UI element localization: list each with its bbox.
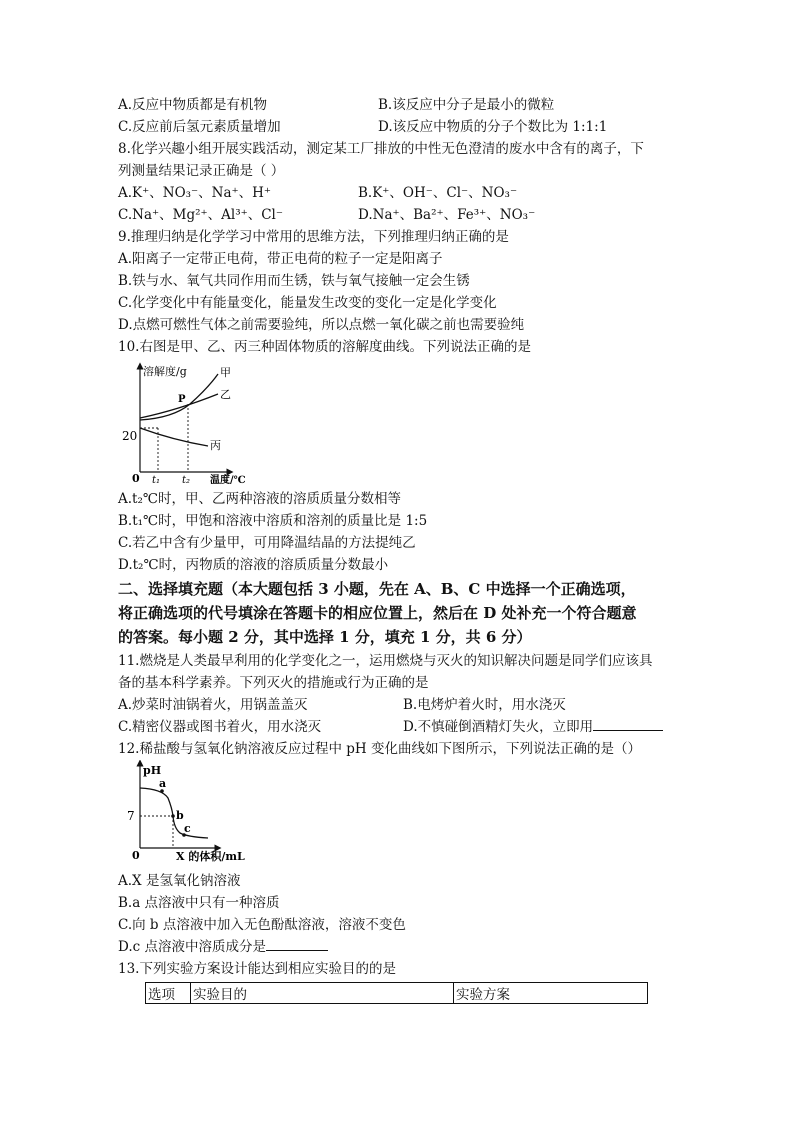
q8-stem-line2: 列测量结果记录正确是（ ）: [118, 163, 285, 179]
q10-stem: 10.右图是甲、乙、丙三种固体物质的溶解度曲线。下列说法正确的是: [118, 339, 531, 355]
section2-heading-line1: 二、选择填充题（本大题包括 3 小题，先在 A、B、C 中选择一个正确选项，: [118, 580, 636, 598]
solubility-curve-graph: [118, 360, 268, 485]
q7-option-c: C.反应前后氢元素质量增加: [118, 119, 281, 135]
q8-option-a: A.K⁺、NO₃⁻、Na⁺、H⁺: [118, 185, 272, 201]
q13-table: [145, 982, 648, 1004]
q11-option-d-text: D.不慎碰倒酒精灯失火，立即用: [403, 719, 594, 735]
q9-option-a: A.阳离子一定带正电荷，带正电荷的粒子一定是阳离子: [118, 251, 443, 267]
q13-stem: 13.下列实验方案设计能达到相应实验目的的是: [118, 961, 396, 977]
label-ph7: 7: [127, 809, 135, 823]
q12-stem: 12.稀盐酸与氢氧化钠溶液反应过程中 pH 变化曲线如下图所示，下列说法正确的是（）: [118, 741, 641, 757]
ph-origin: 0: [132, 849, 140, 862]
point-b: [171, 814, 175, 818]
q12-option-d: [118, 937, 328, 957]
q10-option-a: A.t₂℃时，甲、乙两种溶液的溶质质量分数相等: [118, 491, 401, 507]
q11-stem-line1: 11.燃烧是人类最早利用的化学变化之一，运用燃烧与灭火的知识解决问题是同学们应该具: [118, 653, 653, 669]
x-axis-label: 温度/℃: [210, 475, 246, 485]
table-header-row: [146, 983, 648, 1004]
q8-option-c: C.Na⁺、Mg²⁺、Al³⁺、Cl⁻: [118, 207, 284, 223]
label-jia: 甲: [220, 366, 231, 379]
header-plan: 实验方案: [454, 983, 648, 1004]
ph-y-label: pH: [143, 764, 162, 777]
q10-option-c: C.若乙中含有少量甲，可用降温结晶的方法提纯乙: [118, 535, 416, 551]
label-yi: 乙: [220, 388, 231, 401]
label-p: P: [178, 394, 186, 405]
label-a: a: [159, 777, 167, 790]
q8-option-b: B.K⁺、OH⁻、Cl⁻、NO₃⁻: [358, 185, 518, 201]
q12-option-c: C.向 b 点溶液中加入无色酚酞溶液，溶液不变色: [118, 917, 406, 933]
label-c: c: [184, 822, 191, 835]
ph-x-label: X 的体积/mL: [176, 850, 245, 863]
q9-stem: 9.推理归纳是化学学习中常用的思维方法，下列推理归纳正确的是: [118, 229, 509, 245]
q11-option-c: C.精密仪器或图书着火，用水浇灭: [118, 719, 322, 735]
q11-answer-blank[interactable]: [593, 730, 663, 731]
q8-option-d: D.Na⁺、Ba²⁺、Fe³⁺、NO₃⁻: [358, 207, 536, 223]
header-option: 选项: [146, 983, 191, 1004]
q11-option-d: [403, 717, 663, 737]
label-t1: t₁: [152, 475, 161, 485]
header-purpose: 实验目的: [191, 983, 454, 1004]
q9-option-d: D.点燃可燃性气体之前需要验纯，所以点燃一氧化碳之前也需要验纯: [118, 317, 525, 333]
label-t2: t₂: [182, 475, 191, 485]
y-axis-label: 溶解度/g: [143, 365, 187, 378]
section2-heading-line2: 将正确选项的代号填涂在答题卡的相应位置上，然后在 D 处补充一个符合题意: [118, 604, 637, 622]
label-y20: 20: [122, 429, 138, 443]
q12-answer-blank[interactable]: [266, 950, 328, 951]
ph-curve: [140, 788, 208, 838]
label-origin: 0: [132, 472, 140, 485]
q7-option-d: D.该反应中物质的分子个数比为 1:1:1: [378, 119, 608, 135]
q8-stem-line1: 8.化学兴趣小组开展实践活动，测定某工厂排放的中性无色澄清的废水中含有的离子，下: [118, 141, 644, 157]
section2-heading-line3: 的答案。每小题 2 分，其中选择 1 分，填充 1 分，共 6 分）: [118, 628, 532, 646]
curve-bing: [140, 428, 208, 446]
q9-option-c: C.化学变化中有能量变化，能量发生改变的变化一定是化学变化: [118, 295, 497, 311]
label-b: b: [176, 809, 184, 822]
label-bing: 丙: [210, 439, 221, 452]
ph-curve-graph: [118, 760, 263, 868]
q11-option-a: A.炒菜时油锅着火，用锅盖盖灭: [118, 697, 308, 713]
q12-option-a: A.X 是氢氧化钠溶液: [118, 873, 241, 889]
q7-option-b: B.该反应中分子是最小的微粒: [378, 97, 555, 113]
q11-stem-line2: 备的基本科学素养。下列灭火的措施或行为正确的是: [118, 675, 429, 691]
q10-option-d: D.t₂℃时，丙物质的溶液的溶质质量分数最小: [118, 557, 389, 573]
q7-option-a: A.反应中物质都是有机物: [118, 97, 268, 113]
q12-option-b: B.a 点溶液中只有一种溶质: [118, 895, 280, 911]
q12-option-d-text: D.c 点溶液中溶质成分是: [118, 939, 266, 955]
q9-option-b: B.铁与水、氧气共同作用而生锈，铁与氧气接触一定会生锈: [118, 273, 470, 289]
q11-option-b: B.电烤炉着火时，用水浇灭: [403, 697, 566, 713]
q10-option-b: B.t₁℃时，甲饱和溶液中溶质和溶剂的质量比是 1:5: [118, 513, 428, 529]
